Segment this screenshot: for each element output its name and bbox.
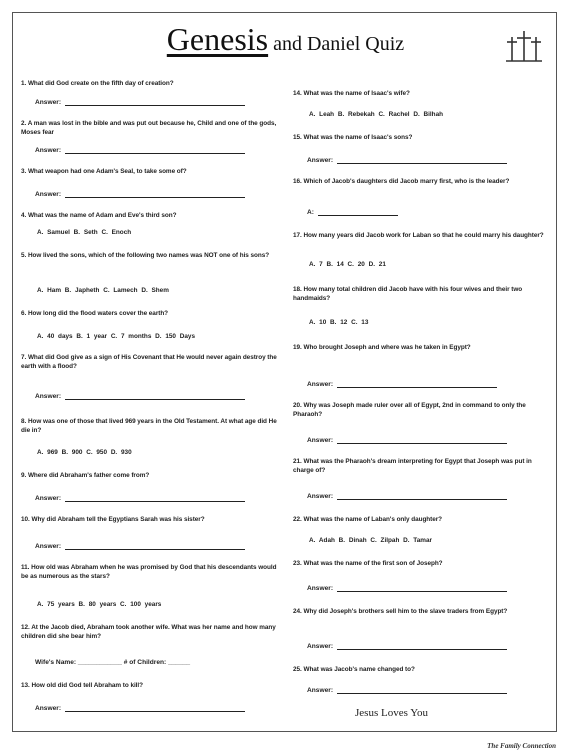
answer-line xyxy=(337,435,507,444)
question-11: 11. How old was Abraham when he was promised by God that his descendants would be as numerous as the stars? xyxy=(21,564,277,580)
three-crosses-icon xyxy=(504,27,544,63)
answer-16[interactable] xyxy=(307,207,398,216)
question-15: 15. What was the name of Isaac's sons? xyxy=(293,134,413,141)
answer-24[interactable] xyxy=(307,641,507,650)
answer-label: Answer: xyxy=(307,493,334,500)
answer-line xyxy=(65,145,245,154)
answer-label: Answer: xyxy=(307,643,334,650)
question-7: 7. What did God give as a sign of His Covenant that He would never again destroy the earth with a flood? xyxy=(21,354,277,370)
answer-1[interactable] xyxy=(35,97,245,106)
options-14: A. Leah B. Rebekah C. Rachel D. Bilhah xyxy=(309,111,444,118)
answer-label: Answer: xyxy=(35,543,62,550)
title-main: Genesis xyxy=(166,21,269,57)
signature-text: Jesus Loves You xyxy=(355,707,429,719)
question-13: 13. How old did God tell Abraham to kill? xyxy=(21,682,143,689)
question-21: 21. What was the Pharaoh's dream interpreting for Egypt that Joseph was put in charge of? xyxy=(293,458,532,474)
answer-line xyxy=(65,541,245,550)
answer-line xyxy=(337,641,507,650)
answer-13[interactable] xyxy=(35,703,245,712)
answer-15[interactable] xyxy=(307,155,507,164)
options-17: A. 7 B. 14 C. 20 D. 21 xyxy=(309,261,386,268)
page-title xyxy=(13,21,558,58)
answer-label: Wife's Name: ____________ # of Children: ______ xyxy=(35,659,191,666)
question-10: 10. Why did Abraham tell the Egyptians Sarah was his sister? xyxy=(21,516,205,523)
answer-label: Answer: xyxy=(35,147,62,154)
answer-label: Answer: xyxy=(35,495,62,502)
question-25: 25. What was Jacob's name changed to? xyxy=(293,666,415,673)
answer-label: Answer: xyxy=(35,393,62,400)
answer-2[interactable] xyxy=(35,145,245,154)
answer-line xyxy=(65,493,245,502)
answer-line xyxy=(337,583,507,592)
answer-line xyxy=(337,685,507,694)
question-16: 16. Which of Jacob's daughters did Jacob marry first, who is the leader? xyxy=(293,178,510,185)
answer-21[interactable] xyxy=(307,491,507,500)
answer-20[interactable] xyxy=(307,435,507,444)
answer-label: Answer: xyxy=(35,191,62,198)
answer-line xyxy=(318,207,398,216)
options-6: A. 40 days B. 1 year C. 7 months D. 150 Days xyxy=(37,333,196,340)
quiz-page xyxy=(12,12,557,732)
question-22: 22. What was the name of Laban's only daughter? xyxy=(293,516,443,523)
question-8: 8. How was one of those that lived 969 years in the Old Testament. At what age did He die in? xyxy=(21,418,277,434)
options-22: A. Adah B. Dinah C. Zilpah D. Tamar xyxy=(309,537,433,544)
options-5: A. Ham B. Japheth C. Lamech D. Shem xyxy=(37,287,169,294)
answer-line xyxy=(337,491,507,500)
answer-12[interactable] xyxy=(35,659,190,666)
answer-7[interactable] xyxy=(35,391,245,400)
options-18: A. 10 B. 12 C. 13 xyxy=(309,319,369,326)
question-1: 1. What did God create on the fifth day of creation? xyxy=(21,80,174,87)
answer-label: Answer: xyxy=(307,585,334,592)
answer-line xyxy=(337,379,497,388)
question-23: 23. What was the name of the first son of Joseph? xyxy=(293,560,443,567)
answer-label: Answer: xyxy=(307,157,334,164)
answer-label: A: xyxy=(307,209,314,216)
question-20: 20. Why was Joseph made ruler over all of Egypt, 2nd in command to only the Pharaoh? xyxy=(293,402,526,418)
answer-line xyxy=(65,97,245,106)
question-14: 14. What was the name of Isaac's wife? xyxy=(293,90,410,97)
answer-9[interactable] xyxy=(35,493,245,502)
question-18: 18. How many total children did Jacob have with his four wives and their two handmaids? xyxy=(293,286,523,302)
credit-text: The Family Connection xyxy=(487,742,556,750)
question-19: 19. Who brought Joseph and where was he taken in Egypt? xyxy=(293,344,471,351)
answer-23[interactable] xyxy=(307,583,507,592)
answer-line xyxy=(337,155,507,164)
answer-label: Answer: xyxy=(35,99,62,106)
answer-line xyxy=(65,703,245,712)
question-2: 2. A man was lost in the bible and was put out because he, Child and one of the gods, Moses fear xyxy=(21,120,277,136)
options-11: A. 75 years B. 80 years C. 100 years xyxy=(37,601,162,608)
answer-25[interactable] xyxy=(307,685,507,694)
answer-label: Answer: xyxy=(307,437,334,444)
question-3: 3. What weapon had one Adam's Seal, to take some of? xyxy=(21,168,187,175)
answer-3[interactable] xyxy=(35,189,245,198)
options-4: A. Samuel B. Seth C. Enoch xyxy=(37,229,132,236)
options-8: A. 969 B. 900 C. 950 D. 930 xyxy=(37,449,132,456)
question-24: 24. Why did Joseph's brothers sell him to the slave traders from Egypt? xyxy=(293,608,508,615)
question-9: 9. Where did Abraham's father come from? xyxy=(21,472,150,479)
answer-10[interactable] xyxy=(35,541,245,550)
question-4: 4. What was the name of Adam and Eve's third son? xyxy=(21,212,177,219)
answer-line xyxy=(65,391,245,400)
question-6: 6. How long did the flood waters cover the earth? xyxy=(21,310,169,317)
title-rest: and Daniel Quiz xyxy=(268,33,405,55)
answer-label: Answer: xyxy=(307,687,334,694)
question-17: 17. How many years did Jacob work for Laban so that he could marry his daughter? xyxy=(293,232,544,239)
answer-label: Answer: xyxy=(35,705,62,712)
question-5: 5. How lived the sons, which of the following two names was NOT one of his sons? xyxy=(21,252,270,259)
answer-19[interactable] xyxy=(307,379,497,388)
answer-line xyxy=(65,189,245,198)
question-12: 12. At the Jacob died, Abraham took another wife. What was her name and how many children did she bear him? xyxy=(21,624,276,640)
answer-label: Answer: xyxy=(307,381,334,388)
